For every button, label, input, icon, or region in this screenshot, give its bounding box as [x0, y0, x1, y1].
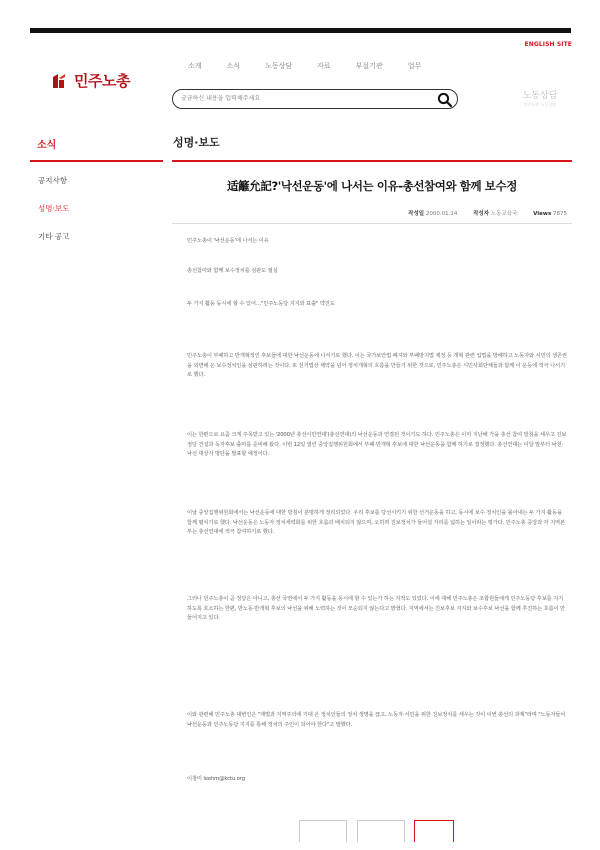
article-paragraph: 이날 중앙집행위원회에서는 낙선운동에 대한 방침이 분명하게 정리되었다. 우리 후보를 당선시키기 위한 선거운동을 하고, 동시에 보수 정치인을 몰아내는 두 가지 활동을 함께 펼치기로 했다. 낙선운동은 노동자 정치세력화를 위한 흐름과 배치되지 않으며, 오히려 진보정치가 들어설 자리를 넓히는 일이라는 평가다. 민주노총 중앙과 각 지역본부는 총선연대에 적극 참여하기로 했다.: [187, 510, 565, 535]
views-label: Views: [533, 211, 552, 217]
sidebar-item-notices[interactable]: 공지사항: [38, 176, 67, 185]
nav-item-work[interactable]: 업무: [407, 62, 422, 70]
sidebar-title: 소식: [37, 140, 57, 151]
article-meta: [300, 209, 567, 217]
article-paragraph: 이와 관련해 민주노총 대변인은 "재벌과 지역주의에 기대 온 정치인들의 정치 생명을 끊고, 노동자·서민을 위한 진보정치를 세우는 것이 이번 총선의 과제"라며 "노동자들이 낙선운동과 민주노동당 지지를 통해 정치의 주인이 되어야 한다"고 말했다.: [187, 712, 566, 728]
page-title: 성명·보도: [173, 136, 220, 149]
labor-counsel-title: 노동상담: [522, 91, 558, 101]
nav-item-resources[interactable]: 자료: [317, 62, 331, 70]
logo-text: 민주노총: [74, 72, 130, 90]
article-paragraph: 민주노총이 '낙선운동'에 나서는 이유: [187, 238, 269, 244]
article-paragraph: 민주노총이 부패하고 반개혁적인 후보들에 대한 낙선운동에 나서기로 했다. 이는 국가보안법 폐지와 부패방지법 제정 등 개혁 관련 입법을 방해하고 노동자와 서민의 생존권을 외면해 온 보수정치인을 심판하려는 것이다. 또 선거법상 제약을 넘어 정치개혁의 흐름을 만들기 위한 것으로, 민주노총은 시민사회단체들과 함께 이 운동에 적극 나서기로 했다.: [187, 353, 567, 378]
views-value: 7875: [553, 211, 567, 217]
search-icon[interactable]: [437, 92, 453, 108]
labor-counsel-subtitle: 민주노총 노동상담: [523, 102, 557, 107]
article-paragraph: 이는 한편으로 요즘 크게 주목받고 있는 '2000년 총선시민연대'(총선연대)의 낙선운동과 연결된 것이기도 하다. 민주노총은 이미 지난해 가을 총선 참여 방침을 세우고 진보정당 건설과 독자후보 출마를 준비해 왔다. 이번 12일 열린 중앙집행위원회에서 부패·반개혁 후보에 대한 낙선운동을 함께 하기로 결정했다. 총선연대는 이달 말부터 낙천·낙선 대상자 명단을 발표할 예정이다.: [187, 432, 567, 457]
sidebar-item-other-notices[interactable]: 기타 공고: [38, 232, 70, 241]
article-title: 适籬允記?'낙선운동'에 나서는 이유-총선참여와 함께 보수정: [227, 179, 517, 193]
pager-next-button[interactable]: [414, 820, 454, 842]
date-label: 작성일: [408, 211, 425, 217]
labor-counsel-link[interactable]: [515, 88, 565, 108]
sidebar-divider: [30, 160, 163, 162]
article-paragraph: 그러나 민주노총이 곧 정당은 아니고, 총선 국면에서 두 가지 활동을 동시에 할 수 있는가 하는 지적도 있었다. 이에 대해 민주노총은 조합원들에게 민주노동당 후보를 지지하도록 호소하는 한편, 반노동·반개혁 후보의 낙선을 위해 노력하는 것이 모순되지 않는다고 밝혔다. 지역에서는 진보후보 지지와 보수후보 낙선을 함께 추진하는 흐름이 만들어지고 있다.: [187, 596, 565, 621]
article-signature: 이창미 leehm@kctu.org: [187, 776, 245, 782]
site-logo[interactable]: [53, 70, 130, 91]
sidebar-item-statements[interactable]: 성명·보도: [38, 204, 70, 213]
article-paragraph: 총선참여와 함께 보수정치를 심판도 절실: [187, 268, 278, 274]
author-label: 작성자: [473, 211, 490, 217]
pager-prev-button[interactable]: [299, 820, 347, 842]
nav-item-about[interactable]: 소개: [188, 62, 202, 70]
main-nav: [188, 61, 446, 71]
nav-item-news[interactable]: 소식: [226, 62, 241, 70]
search-input[interactable]: [181, 95, 441, 102]
main-divider: [172, 160, 572, 162]
sidebar-menu: [38, 175, 69, 259]
search-box: [172, 89, 458, 109]
logo-mark-icon: [53, 74, 71, 88]
nav-item-labor-counsel[interactable]: 노동상담: [265, 62, 293, 70]
english-site-link[interactable]: ENGLISH SITE: [524, 41, 572, 48]
article-paragraph: 두 가지 활동 동시에 할 수 있어…"민주노동당 지지와 표출" 약진도: [187, 301, 335, 307]
author-value: 노동교육국: [490, 211, 518, 217]
date-value: 2000.01.14: [425, 211, 458, 217]
top-bar: [30, 28, 571, 33]
meta-divider: [172, 223, 572, 224]
nav-item-affiliates[interactable]: 부설기관: [355, 62, 383, 70]
pager-list-button[interactable]: [357, 820, 405, 842]
